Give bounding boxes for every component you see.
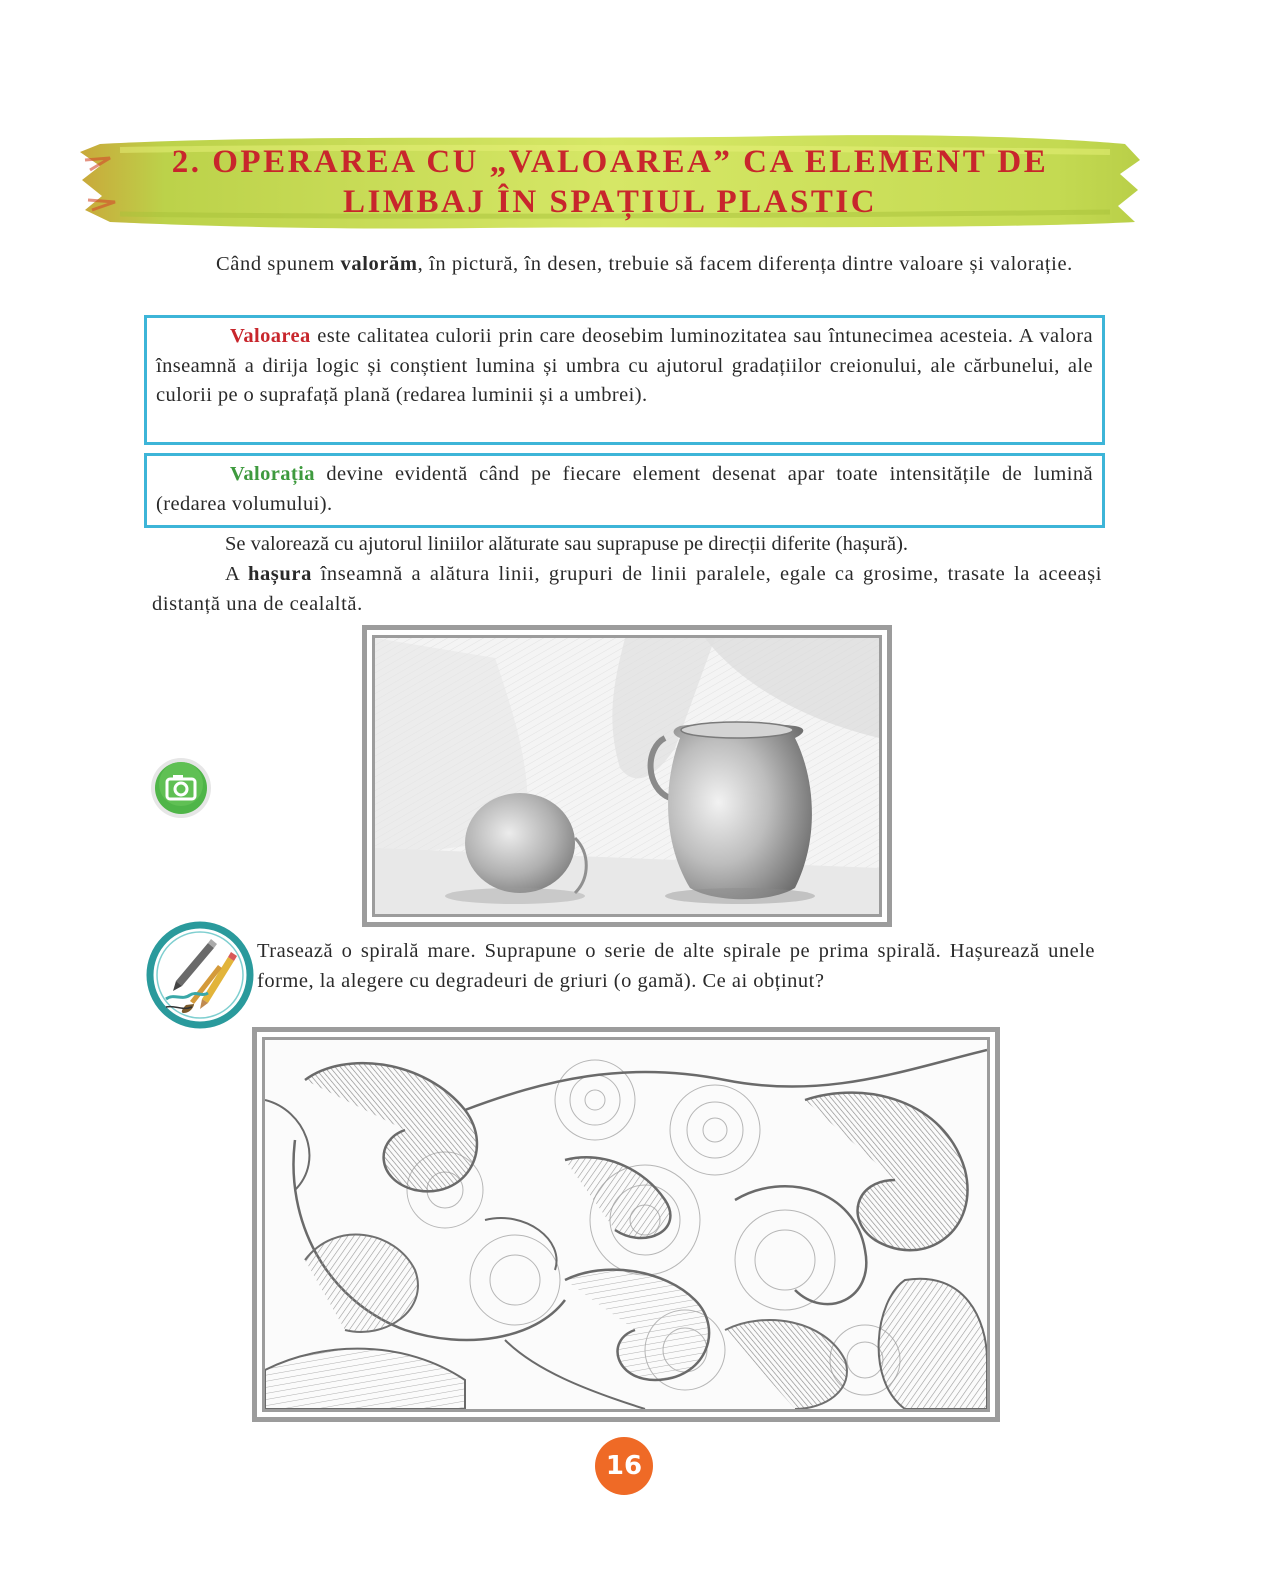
spiral-hatching-image	[265, 1040, 987, 1409]
page-title	[80, 142, 1140, 222]
still-life-sketch-image	[375, 638, 879, 914]
term-valoarea: Valoarea	[230, 325, 311, 347]
hasura-definition-paragraph: A hașura înseamnă a alătura linii, grupuri de linii paralele, egale ca grosime, trasate la aceeași distanță una de cealaltă.	[152, 563, 1102, 615]
hasura-bold-term: hașura	[247, 563, 312, 585]
title-line-1: 2. OPERAREA CU „VALOAREA” CA ELEMENT DE	[171, 144, 1049, 180]
page-number-badge: 16	[595, 1437, 653, 1495]
intro-bold-term: valorăm	[340, 253, 418, 275]
hatching-paragraph: Se valorează cu ajutorul liniilor alăturate sau suprapuse pe direcții diferite (hașură).	[225, 533, 909, 555]
pencil-brush-icon	[146, 921, 254, 1029]
title-banner	[80, 130, 1140, 234]
title-line-2: LIMBAJ ÎN SPAȚIUL PLASTIC	[342, 184, 878, 220]
term-valoratia: Valorația	[230, 463, 315, 485]
definition-box-valoratia: Valorația devine evidentă când pe fiecare element desenat apar toate intensitățile de lumină (redarea volumului).	[144, 453, 1105, 528]
still-life-drawing-frame	[362, 625, 892, 927]
task-instructions: Trasează o spirală mare. Suprapune o serie de alte spirale pe prima spirală. Hașurează unele forme, la alegere cu degradeuri de griuri (o gamă). Ce ai obținut?	[257, 940, 1095, 992]
definition-box-valoarea: Valoarea este calitatea culorii prin care deosebim luminozitatea sau întunecimea acesteia. A valora înseamnă a dirija logic și conștient lumina și umbra cu ajutorul gradațiilor creionului, ale cărbunelui, ale culorii pe o suprafață plană (redarea luminii și a umbrei).	[144, 315, 1105, 445]
intro-paragraph: Când spunem valorăm, în pictură, în desen, trebuie să facem diferența dintre valoare și valorație.	[216, 253, 1073, 275]
spiral-drawing-frame	[252, 1027, 1000, 1422]
camera-icon[interactable]	[150, 757, 212, 819]
